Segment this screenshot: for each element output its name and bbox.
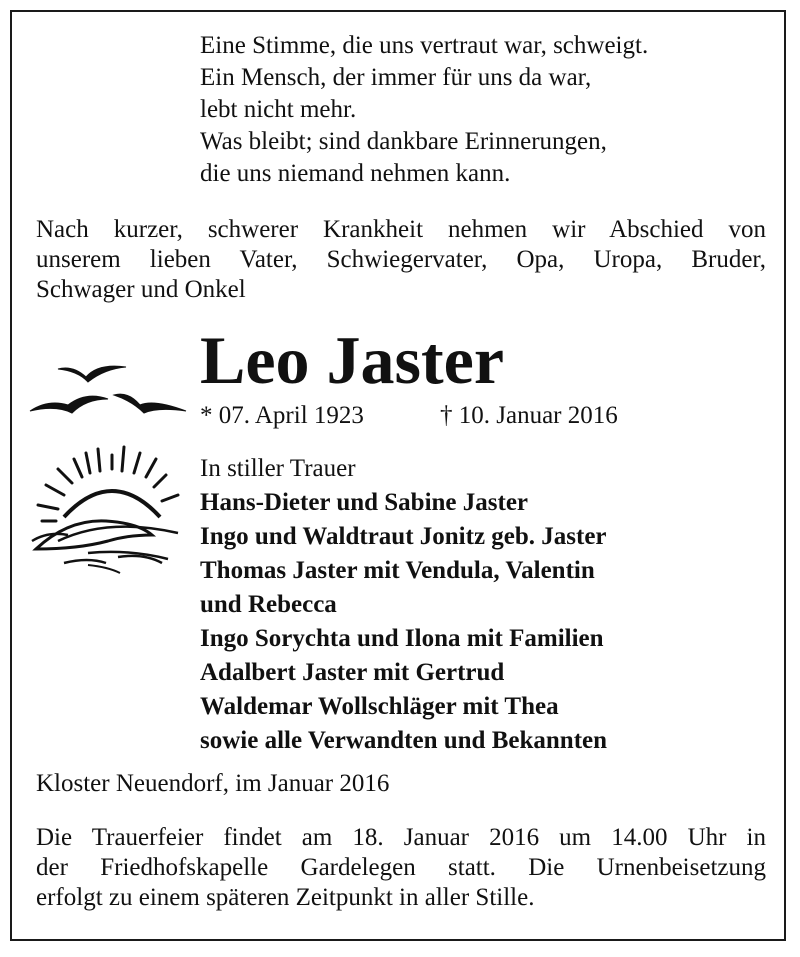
poem bbox=[200, 30, 648, 190]
mourner-line: Hans-Dieter und Sabine Jaster bbox=[200, 489, 529, 516]
service-line: der Friedhofskapelle Gardelegen statt. Die Urnenbeisetzung bbox=[36, 854, 766, 881]
intro-text bbox=[36, 215, 766, 305]
place-date: Kloster Neuendorf, im Januar 2016 bbox=[36, 770, 390, 797]
poem-line: Ein Mensch, der immer für uns da war, bbox=[200, 64, 592, 91]
service-info bbox=[36, 823, 766, 913]
birth-date: * 07. April 1923 bbox=[200, 402, 364, 429]
service-line: erfolgt zu einem späteren Zeitpunkt in aller Stille. bbox=[36, 884, 535, 911]
mourner-line: und Rebecca bbox=[200, 591, 337, 618]
poem-line: Was bleibt; sind dankbare Erinnerungen, bbox=[200, 128, 607, 155]
birds-icon bbox=[28, 355, 188, 425]
poem-line: die uns niemand nehmen kann. bbox=[200, 160, 511, 187]
mourners-block bbox=[200, 452, 607, 758]
death-date: † 10. Januar 2016 bbox=[440, 402, 618, 429]
intro-line: unserem lieben Vater, Schwiegervater, Opa, Uropa, Bruder, bbox=[36, 246, 766, 273]
life-dates bbox=[200, 399, 618, 433]
mourner-line: Ingo Sorychta und Ilona mit Familien bbox=[200, 625, 604, 652]
intro-line: Nach kurzer, schwerer Krankheit nehmen wir Abschied von bbox=[36, 216, 766, 243]
service-line: Die Trauerfeier findet am 18. Januar 2016 um 14.00 Uhr in bbox=[36, 824, 766, 851]
mourner-line: sowie alle Verwandten und Bekannten bbox=[200, 727, 608, 754]
poem-line: lebt nicht mehr. bbox=[200, 96, 357, 123]
deceased-name: Leo Jaster bbox=[200, 322, 505, 398]
sunset-over-hills-icon bbox=[28, 445, 188, 580]
mourner-line: Adalbert Jaster mit Gertrud bbox=[200, 659, 505, 686]
mourner-line: Thomas Jaster mit Vendula, Valentin bbox=[200, 557, 595, 584]
mourner-line: Waldemar Wollschläger mit Thea bbox=[200, 693, 559, 720]
mourners-lead: In stiller Trauer bbox=[200, 455, 356, 482]
poem-line: Eine Stimme, die uns vertraut war, schweigt. bbox=[200, 32, 649, 59]
mourner-line: Ingo und Waldtraut Jonitz geb. Jaster bbox=[200, 523, 607, 550]
intro-line: Schwager und Onkel bbox=[36, 276, 246, 303]
